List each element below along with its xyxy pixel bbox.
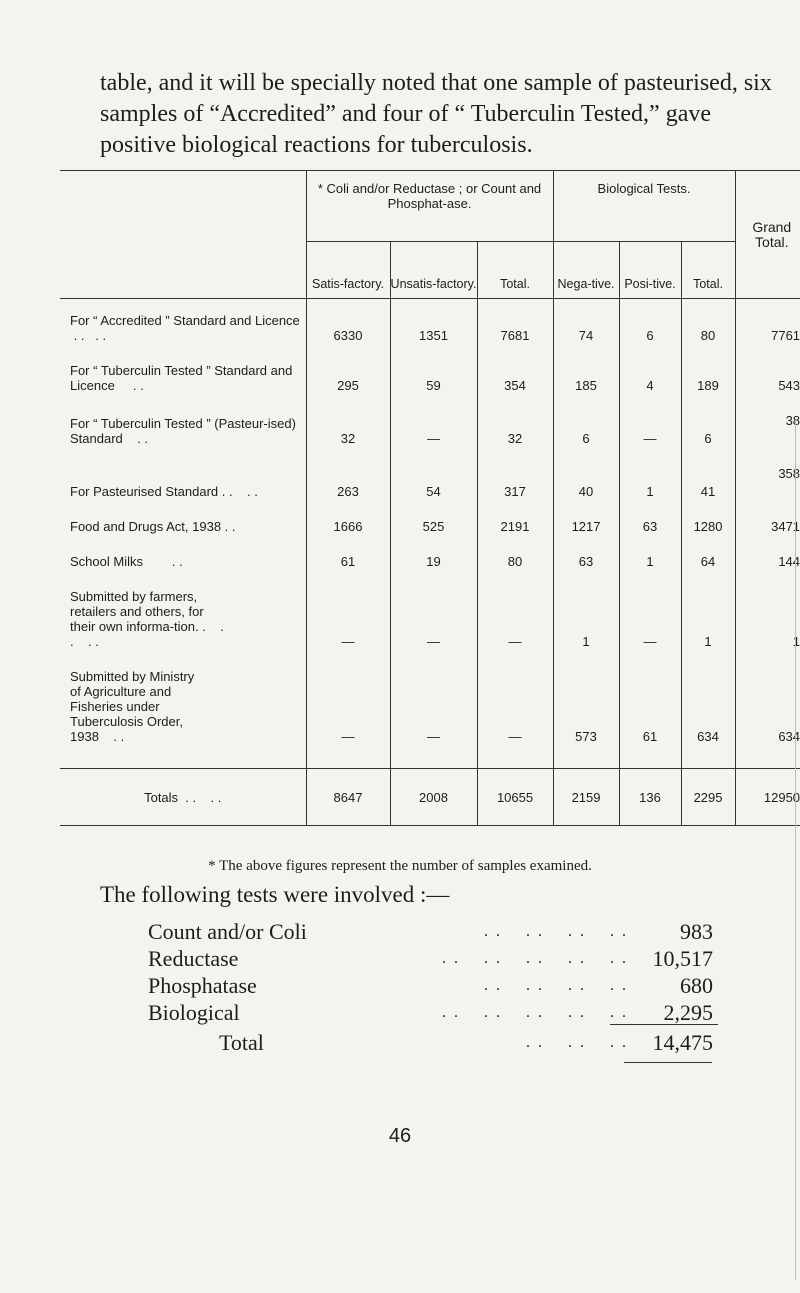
table-row xyxy=(60,554,800,569)
cell: 64 xyxy=(681,554,735,569)
subheader-positive: Posi-tive. xyxy=(619,242,681,299)
page-number: 46 xyxy=(388,1125,412,1147)
cell: 1666 xyxy=(306,519,390,534)
cell: 185 xyxy=(553,363,619,393)
cell: 358 xyxy=(735,466,800,499)
header-blank xyxy=(60,171,306,242)
test-count: 983 xyxy=(680,919,713,944)
cell: 12950 xyxy=(735,769,800,826)
list-item xyxy=(148,945,713,972)
subheader-negative: Nega-tive. xyxy=(553,242,619,299)
cell: 6 xyxy=(619,299,681,344)
cell: — xyxy=(390,413,477,446)
cell: 40 xyxy=(553,466,619,499)
subheader-total: Total. xyxy=(477,242,553,299)
leader-dots: . . . . . . xyxy=(526,1034,628,1051)
cell: 6 xyxy=(681,413,735,446)
cell: 6 xyxy=(553,413,619,446)
cell: 3471 xyxy=(735,519,800,534)
cell: 543 xyxy=(735,363,800,393)
samples-table xyxy=(60,170,800,826)
tests-heading: The following tests were involved :— xyxy=(100,882,450,907)
test-name: Count and/or Coli xyxy=(148,919,307,944)
subheader-satisfactory: Satis-factory. xyxy=(306,242,390,299)
cell: 1351 xyxy=(390,299,477,344)
page-edge xyxy=(795,420,796,1280)
cell: — xyxy=(619,413,681,446)
leader-dots: . . . . . . . . . . xyxy=(442,1004,628,1021)
cell: 8647 xyxy=(306,769,390,826)
row-label: For Pasteurised Standard . . . . xyxy=(70,484,258,499)
header-blank-2 xyxy=(60,242,306,299)
leader-dots: . . . . . . . . . . xyxy=(442,950,628,967)
row-label: For “ Accredited ” Standard and Licence . . . . xyxy=(60,299,306,344)
cell: — xyxy=(390,669,477,744)
list-item xyxy=(148,918,713,945)
cell: 573 xyxy=(553,669,619,744)
results-table xyxy=(60,170,800,826)
cell: 1280 xyxy=(681,519,735,534)
test-name: Reductase xyxy=(148,946,239,971)
cell: — xyxy=(619,589,681,649)
subheader-unsatisfactory: Unsatis-factory. xyxy=(390,242,477,299)
cell: 189 xyxy=(681,363,735,393)
table-row xyxy=(60,519,800,534)
total-label: Total xyxy=(219,1030,264,1055)
intro-paragraph: table, and it will be specially noted that one sample of pasteurised, six samples of “Accredited” and four of “ Tuberculin Tested,” gave positive biological reactions for tuberculosis. xyxy=(100,70,772,158)
cell: 74 xyxy=(553,299,619,344)
cell: 32 xyxy=(306,413,390,446)
cell: — xyxy=(390,589,477,649)
row-label: Submitted by farmers, retailers and others, for their own informa-tion. . . . . . xyxy=(70,589,224,649)
cell: 144 xyxy=(735,554,800,569)
cell: — xyxy=(477,589,553,649)
cell: 80 xyxy=(681,299,735,344)
cell: 317 xyxy=(477,466,553,499)
cell: 63 xyxy=(619,519,681,534)
cell: 1 xyxy=(735,589,800,649)
cell: 634 xyxy=(735,669,800,744)
cell: 1 xyxy=(553,589,619,649)
tests-list xyxy=(148,918,713,1026)
tests-total xyxy=(148,1030,713,1060)
cell: 136 xyxy=(619,769,681,826)
cell: 7681 xyxy=(477,299,553,344)
totals-row xyxy=(60,769,800,826)
cell: 7761 xyxy=(735,299,800,344)
cell: 634 xyxy=(681,669,735,744)
cell: 354 xyxy=(477,363,553,393)
header-coli-reductase: * Coli and/or Reductase ; or Count and Phosphat-ase. xyxy=(306,171,553,242)
cell: 2008 xyxy=(390,769,477,826)
test-count: 10,517 xyxy=(652,946,713,971)
row-label: Submitted by Ministry of Agriculture and Fisheries under Tuberculosis Order, 1938 . . xyxy=(70,669,195,744)
row-label: For “ Tuberculin Tested ” (Pasteur-ised) Standard . . xyxy=(70,416,296,446)
cell: 2191 xyxy=(477,519,553,534)
cell: 61 xyxy=(619,669,681,744)
cell: 41 xyxy=(681,466,735,499)
row-label: For “ Tuberculin Tested ” Standard and Licence . . xyxy=(70,363,293,393)
test-name: Biological xyxy=(148,1000,240,1025)
cell: 1 xyxy=(619,554,681,569)
table-row xyxy=(60,589,800,649)
leader-dots: . . . . . . . . xyxy=(484,977,628,994)
cell: 32 xyxy=(477,413,553,446)
total-count: 14,475 xyxy=(652,1030,713,1055)
row-label: Food and Drugs Act, 1938 . . xyxy=(70,519,236,534)
cell: 61 xyxy=(306,554,390,569)
sum-rule-bottom xyxy=(624,1062,712,1063)
list-item xyxy=(148,999,713,1026)
cell: 10655 xyxy=(477,769,553,826)
cell: 525 xyxy=(390,519,477,534)
leader-dots: . . . . . . . . xyxy=(484,923,628,940)
totals-label: Totals . . . . xyxy=(60,769,306,826)
cell: 63 xyxy=(553,554,619,569)
header-grand-total: Grand Total. xyxy=(735,171,800,299)
cell: 19 xyxy=(390,554,477,569)
table-row xyxy=(60,669,800,744)
cell: 295 xyxy=(306,363,390,393)
cell: 6330 xyxy=(306,299,390,344)
cell: 263 xyxy=(306,466,390,499)
cell: 2159 xyxy=(553,769,619,826)
header-biological-tests: Biological Tests. xyxy=(553,171,735,242)
table-row xyxy=(60,299,800,344)
cell: — xyxy=(477,669,553,744)
table-row xyxy=(60,363,800,393)
cell: 2295 xyxy=(681,769,735,826)
cell: — xyxy=(306,589,390,649)
cell: 54 xyxy=(390,466,477,499)
list-item xyxy=(148,972,713,999)
cell: 1217 xyxy=(553,519,619,534)
cell: 1 xyxy=(619,466,681,499)
table-row xyxy=(60,413,800,446)
row-label: School Milks . . xyxy=(70,554,183,569)
cell: 4 xyxy=(619,363,681,393)
test-count: 2,295 xyxy=(663,1000,713,1025)
subheader-bio-total: Total. xyxy=(681,242,735,299)
test-name: Phosphatase xyxy=(148,973,257,998)
sum-rule-top xyxy=(610,1024,718,1025)
cell: 1 xyxy=(681,589,735,649)
cell: 59 xyxy=(390,363,477,393)
cell: 80 xyxy=(477,554,553,569)
table-row xyxy=(60,466,800,499)
cell: — xyxy=(306,669,390,744)
test-count: 680 xyxy=(680,973,713,998)
cell: 38 xyxy=(735,413,800,446)
footnote: * The above figures represent the number of samples examined. xyxy=(208,858,592,874)
